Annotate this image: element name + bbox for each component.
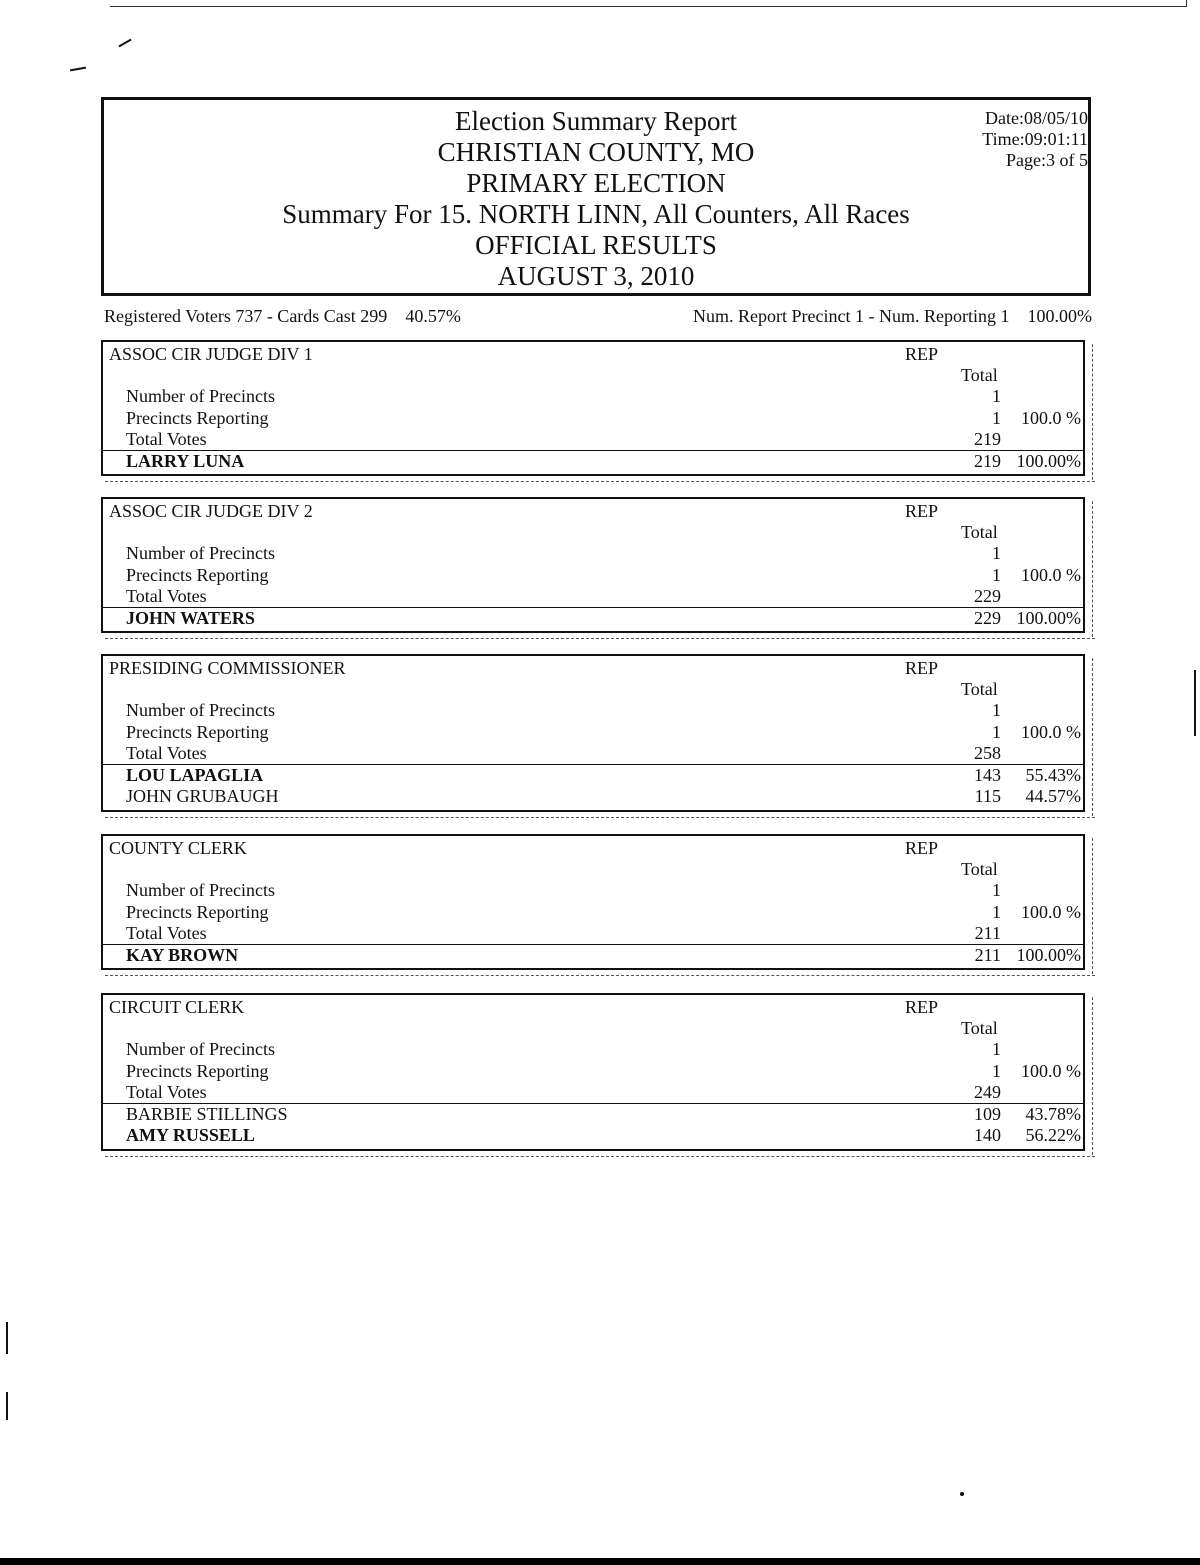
stat-value: 249	[974, 1082, 1001, 1102]
stat-row	[103, 743, 1083, 765]
candidate-votes: 115	[974, 786, 1001, 806]
scan-speck	[1194, 670, 1196, 736]
total-column-header: Total	[961, 1018, 998, 1038]
stat-row	[103, 880, 1083, 902]
scan-speck	[6, 1322, 8, 1354]
stat-value: 1	[992, 386, 1001, 406]
candidate-percent: 100.00%	[1016, 607, 1081, 628]
report-title-block	[104, 106, 1088, 292]
candidate-row	[103, 1125, 1083, 1147]
report-title: Election Summary Report	[455, 106, 737, 136]
stat-label: Total Votes	[126, 1082, 207, 1102]
race-title: CIRCUIT CLERK	[109, 997, 245, 1017]
stat-label: Precincts Reporting	[126, 1060, 269, 1081]
scan-edge-shadow	[105, 637, 1095, 639]
total-column-header: Total	[961, 365, 998, 385]
candidate-percent: 100.00%	[1016, 944, 1081, 965]
candidate-name: KAY BROWN	[126, 944, 239, 965]
stat-row	[103, 408, 1083, 430]
stat-label: Precincts Reporting	[126, 407, 269, 428]
candidate-name: AMY RUSSELL	[126, 1125, 255, 1145]
scan-edge-shadow	[1091, 997, 1093, 1155]
results-status: OFFICIAL RESULTS	[475, 230, 717, 260]
stat-row	[103, 722, 1083, 744]
candidate-name: BARBIE STILLINGS	[126, 1103, 288, 1124]
candidate-percent: 44.57%	[1025, 786, 1081, 806]
stat-value: 1	[992, 880, 1001, 900]
stat-value: 258	[974, 743, 1001, 763]
race-title: ASSOC CIR JUDGE DIV 1	[109, 344, 313, 364]
stat-percent: 100.0 %	[1021, 721, 1081, 742]
candidate-row	[103, 945, 1083, 967]
candidate-percent: 43.78%	[1025, 1103, 1081, 1124]
scan-speck	[118, 39, 131, 48]
race-box	[101, 497, 1085, 633]
report-page: Page:3 of 5	[1006, 150, 1088, 170]
stat-value: 1	[992, 721, 1001, 742]
candidate-name: JOHN GRUBAUGH	[126, 786, 279, 806]
stat-label: Total Votes	[126, 743, 207, 763]
scan-edge-shadow	[105, 974, 1095, 976]
total-column-header: Total	[961, 679, 998, 699]
race-box	[101, 834, 1085, 970]
registered-voters: Registered Voters 737 - Cards Cast 299	[104, 306, 388, 326]
stat-value: 1	[992, 1039, 1001, 1059]
scan-speck	[6, 1392, 8, 1420]
stat-row	[103, 429, 1083, 451]
election-name: PRIMARY ELECTION	[466, 168, 726, 198]
candidate-row	[103, 608, 1083, 630]
stat-value: 1	[992, 1060, 1001, 1081]
report-meta	[982, 108, 1088, 171]
voter-stats	[104, 306, 461, 327]
candidate-votes: 229	[974, 607, 1001, 628]
scan-edge-shadow	[105, 816, 1095, 818]
stat-value: 219	[974, 429, 1001, 449]
candidate-row	[103, 451, 1083, 473]
party-label: REP	[905, 501, 939, 521]
stat-label: Number of Precincts	[126, 386, 275, 406]
party-label: REP	[905, 658, 939, 678]
stat-value: 1	[992, 407, 1001, 428]
county-name: CHRISTIAN COUNTY, MO	[437, 137, 755, 167]
stat-percent: 100.0 %	[1021, 1060, 1081, 1081]
candidate-votes: 211	[974, 944, 1001, 965]
stat-label: Number of Precincts	[126, 880, 275, 900]
stat-label: Precincts Reporting	[126, 721, 269, 742]
scan-edge-shadow	[105, 480, 1095, 482]
race-title: ASSOC CIR JUDGE DIV 2	[109, 501, 313, 521]
stat-row	[103, 386, 1083, 408]
precincts-reporting-summary: Num. Report Precinct 1 - Num. Reporting 1	[693, 306, 1010, 326]
report-date: Date:08/05/10	[985, 108, 1088, 128]
scan-top-edge	[110, 0, 1187, 7]
scan-edge-shadow	[1091, 838, 1093, 974]
race-box	[101, 993, 1085, 1151]
party-label: REP	[905, 344, 939, 364]
stat-row	[103, 586, 1083, 608]
total-column-header: Total	[961, 522, 998, 542]
candidate-name: LARRY LUNA	[126, 450, 245, 471]
stat-row	[103, 902, 1083, 924]
stat-row	[103, 923, 1083, 945]
scan-edge-shadow	[1091, 501, 1093, 637]
race-title: COUNTY CLERK	[109, 838, 247, 858]
candidate-name: JOHN WATERS	[126, 607, 255, 628]
candidate-votes: 140	[974, 1125, 1001, 1145]
report-header	[101, 97, 1091, 296]
race-title: PRESIDING COMMISSIONER	[109, 658, 346, 678]
candidate-row	[103, 1104, 1083, 1126]
stat-row	[103, 543, 1083, 565]
summary-line: Summary For 15. NORTH LINN, All Counters, All Races	[282, 199, 910, 229]
stat-label: Total Votes	[126, 429, 207, 449]
party-label: REP	[905, 838, 939, 858]
stat-label: Number of Precincts	[126, 700, 275, 720]
reporting-stats	[693, 306, 1092, 327]
stat-label: Number of Precincts	[126, 1039, 275, 1059]
stat-row	[103, 700, 1083, 722]
stat-label: Precincts Reporting	[126, 564, 269, 585]
stat-row	[103, 565, 1083, 587]
stat-label: Number of Precincts	[126, 543, 275, 563]
stat-label: Total Votes	[126, 923, 207, 943]
stat-value: 229	[974, 586, 1001, 606]
scan-edge-shadow	[1091, 344, 1093, 480]
stat-percent: 100.0 %	[1021, 901, 1081, 922]
stat-percent: 100.0 %	[1021, 564, 1081, 585]
scan-speck	[70, 67, 86, 72]
stat-value: 1	[992, 543, 1001, 563]
stat-row	[103, 1061, 1083, 1083]
reporting-percent: 100.00%	[1027, 306, 1092, 326]
turnout-stats	[104, 306, 1092, 330]
stat-row	[103, 1039, 1083, 1061]
stat-value: 1	[992, 901, 1001, 922]
candidate-row	[103, 786, 1083, 808]
race-box	[101, 654, 1085, 812]
stat-row	[103, 1082, 1083, 1104]
candidate-votes: 143	[974, 764, 1001, 785]
candidate-votes: 219	[974, 450, 1001, 471]
scan-edge-shadow	[1091, 658, 1093, 816]
candidate-percent: 100.00%	[1016, 450, 1081, 471]
candidate-percent: 55.43%	[1025, 764, 1081, 785]
total-column-header: Total	[961, 859, 998, 879]
party-label: REP	[905, 997, 939, 1017]
candidate-row	[103, 765, 1083, 787]
candidate-percent: 56.22%	[1025, 1125, 1081, 1145]
stat-value: 1	[992, 564, 1001, 585]
candidate-name: LOU LAPAGLIA	[126, 764, 264, 785]
scan-bottom-edge	[0, 1558, 1200, 1565]
stat-label: Total Votes	[126, 586, 207, 606]
scan-speck	[960, 1492, 964, 1496]
stat-value: 1	[992, 700, 1001, 720]
stat-value: 211	[974, 923, 1001, 943]
report-time: Time:09:01:11	[982, 129, 1088, 149]
scan-edge-shadow	[105, 1155, 1095, 1157]
stat-percent: 100.0 %	[1021, 407, 1081, 428]
race-box	[101, 340, 1085, 476]
stat-label: Precincts Reporting	[126, 901, 269, 922]
election-date: AUGUST 3, 2010	[497, 261, 695, 291]
turnout-percent: 40.57%	[405, 306, 461, 326]
candidate-votes: 109	[974, 1103, 1001, 1124]
